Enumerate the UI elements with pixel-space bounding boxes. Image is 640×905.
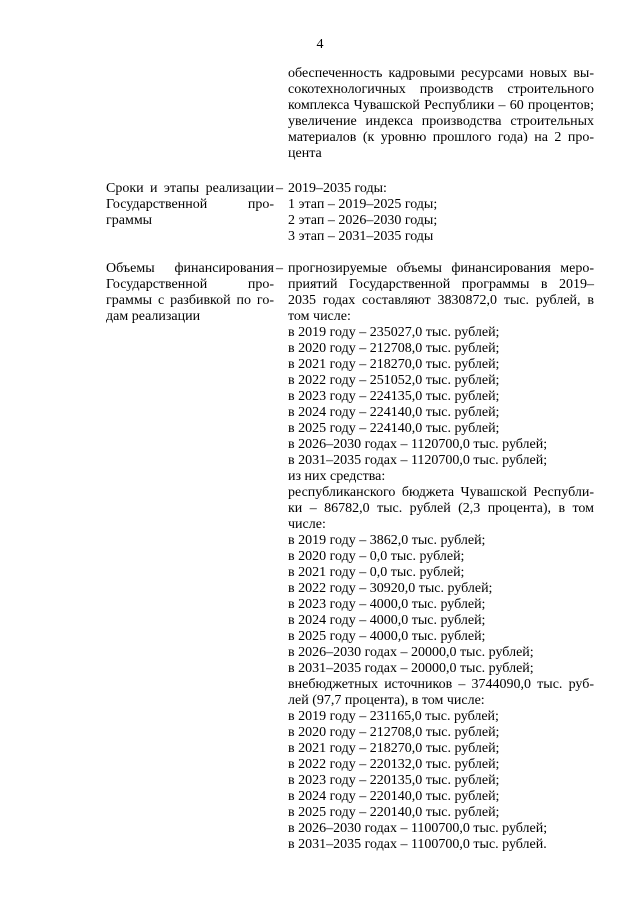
text-line: в 2019 году – 235027,0 тыс. рублей; [288,325,500,340]
text-line: 2019–2035 годы: [288,181,387,196]
text-line: Объемы финансирования [106,261,274,276]
text-line: в 2026–2030 годах – 1100700,0 тыс. рублей; [288,821,548,836]
text-line: в 2023 году – 220135,0 тыс. рублей; [288,773,500,788]
text-line: цента [288,146,322,161]
text-line: граммы с разбивкой по го- [106,293,274,308]
text-line: из них средства: [288,469,386,484]
stages-dash: – [276,181,283,196]
text-line: внебюджетных источников – 3744090,0 тыс. руб- [288,677,594,692]
text-line: в 2025 году – 224140,0 тыс. рублей; [288,421,500,436]
text-line: в 2031–2035 годах – 1120700,0 тыс. рублей; [288,453,548,468]
text-line: Государственной про- [106,277,274,292]
text-line: граммы [106,213,153,228]
text-line: увеличение индекса производства строительных [288,114,594,129]
text-line: ки – 86782,0 тыс. рублей (2,3 процента), в том [288,501,594,516]
funding-value [288,261,594,853]
text-line: в 2022 году – 220132,0 тыс. рублей; [288,757,500,772]
text-line: в 2031–2035 годах – 1100700,0 тыс. рублей. [288,837,547,852]
text-line: дам реализации [106,309,201,324]
text-line: 2 этап – 2026–2030 годы; [288,213,438,228]
text-line: том числе: [288,309,351,324]
text-line: обеспеченность кадровыми ресурсами новых вы- [288,66,594,81]
stages-value [288,181,594,245]
stages-label [106,181,274,229]
funding-label [106,261,274,325]
text-line: в 2031–2035 годах – 20000,0 тыс. рублей; [288,661,534,676]
text-line: материалов (к уровню прошлого года) на 2 про- [288,130,594,145]
text-line: Сроки и этапы реализации [106,181,274,196]
text-line: в 2023 году – 4000,0 тыс. рублей; [288,597,486,612]
text-line: 3 этап – 2031–2035 годы [288,229,434,244]
text-line: в 2023 году – 224135,0 тыс. рублей; [288,389,500,404]
text-line: в 2026–2030 годах – 20000,0 тыс. рублей; [288,645,534,660]
text-line: комплекса Чувашской Республики – 60 процентов; [288,98,594,113]
text-line: в 2024 году – 220140,0 тыс. рублей; [288,789,500,804]
page-number: 4 [316,37,324,52]
text-line: в 2022 году – 30920,0 тыс. рублей; [288,581,493,596]
text-line: 2035 годах составляют 3830872,0 тыс. рублей, в [288,293,594,308]
text-line: в 2025 году – 4000,0 тыс. рублей; [288,629,486,644]
text-line: приятий Государственной программы в 2019– [288,277,594,292]
text-line: республиканского бюджета Чувашской Республи- [288,485,594,500]
text-line: сокотехнологичных производств строительного [288,82,594,97]
text-line: в 2019 году – 231165,0 тыс. рублей; [288,709,499,724]
text-line: в 2019 году – 3862,0 тыс. рублей; [288,533,486,548]
text-line: в 2026–2030 годах – 1120700,0 тыс. рублей; [288,437,548,452]
text-line: в 2020 году – 212708,0 тыс. рублей; [288,725,500,740]
funding-dash: – [276,261,283,276]
text-line: лей (97,7 процента), в том числе: [288,693,485,708]
text-line: 1 этап – 2019–2025 годы; [288,197,438,212]
text-line: в 2021 году – 0,0 тыс. рублей; [288,565,465,580]
text-line: в 2022 году – 251052,0 тыс. рублей; [288,373,500,388]
intro-paragraph [288,66,594,162]
text-line: в 2021 году – 218270,0 тыс. рублей; [288,741,500,756]
text-line: в 2021 году – 218270,0 тыс. рублей; [288,357,500,372]
text-line: числе: [288,517,326,532]
text-line: Государственной про- [106,197,274,212]
text-line: в 2020 году – 0,0 тыс. рублей; [288,549,465,564]
text-line: в 2020 году – 212708,0 тыс. рублей; [288,341,500,356]
text-line: в 2024 году – 4000,0 тыс. рублей; [288,613,486,628]
text-line: прогнозируемые объемы финансирования меро- [288,261,594,276]
text-line: в 2025 году – 220140,0 тыс. рублей; [288,805,500,820]
text-line: в 2024 году – 224140,0 тыс. рублей; [288,405,500,420]
